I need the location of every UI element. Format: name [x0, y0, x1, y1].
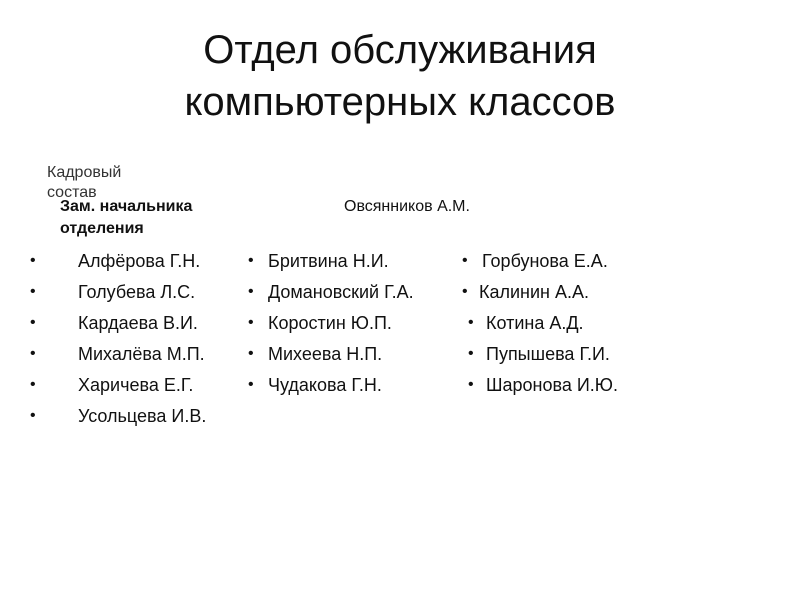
- staff-name: Шаронова И.Ю.: [486, 375, 618, 395]
- slide-title: [0, 24, 800, 128]
- bullet-icon: •: [30, 314, 36, 331]
- staff-name: Домановский Г.А.: [268, 282, 414, 302]
- staff-name: Калинин А.А.: [479, 282, 590, 302]
- bullet-icon: •: [248, 252, 254, 269]
- bullet-icon: •: [468, 376, 474, 393]
- bullet-icon: •: [30, 407, 36, 424]
- staff-name: Кардаева В.И.: [78, 313, 198, 333]
- staff-name: Михалёва М.П.: [78, 344, 205, 364]
- bullet-icon: •: [468, 314, 474, 331]
- bullet-icon: •: [30, 345, 36, 362]
- bullet-icon: •: [30, 376, 36, 393]
- bullet-icon: •: [462, 283, 468, 300]
- staff-name: Харичева Е.Г.: [78, 375, 194, 395]
- deputy-role: Зам. начальника отделения: [60, 198, 193, 237]
- staff-name: Михеева Н.П.: [268, 344, 383, 364]
- staff-name: Голубева Л.С.: [78, 282, 196, 302]
- staff-name: Коростин Ю.П.: [268, 313, 392, 333]
- slide-title-line-2: компьютерных классов: [184, 80, 616, 124]
- staff-name: Котина А.Д.: [486, 313, 584, 333]
- bullet-icon: •: [468, 345, 474, 362]
- bullet-icon: •: [462, 252, 468, 269]
- bullet-icon: •: [248, 345, 254, 362]
- staff-name: Чудакова Г.Н.: [268, 375, 382, 395]
- staff-name: Бритвина Н.И.: [268, 251, 389, 271]
- staff-name: Горбунова Е.А.: [482, 251, 608, 271]
- bullet-icon: •: [30, 283, 36, 300]
- slide-title-line-1: Отдел обслуживания: [203, 28, 597, 72]
- staff-section-label: Кадровый состав: [47, 164, 122, 201]
- bullet-icon: •: [30, 252, 36, 269]
- staff-name: Пупышева Г.И.: [486, 344, 610, 364]
- bullet-icon: •: [248, 376, 254, 393]
- deputy-name: Овсянников А.М.: [344, 198, 470, 215]
- bullet-icon: •: [248, 314, 254, 331]
- staff-name: Усольцева И.В.: [78, 406, 207, 426]
- staff-name: Алфёрова Г.Н.: [78, 251, 201, 271]
- bullet-icon: •: [248, 283, 254, 300]
